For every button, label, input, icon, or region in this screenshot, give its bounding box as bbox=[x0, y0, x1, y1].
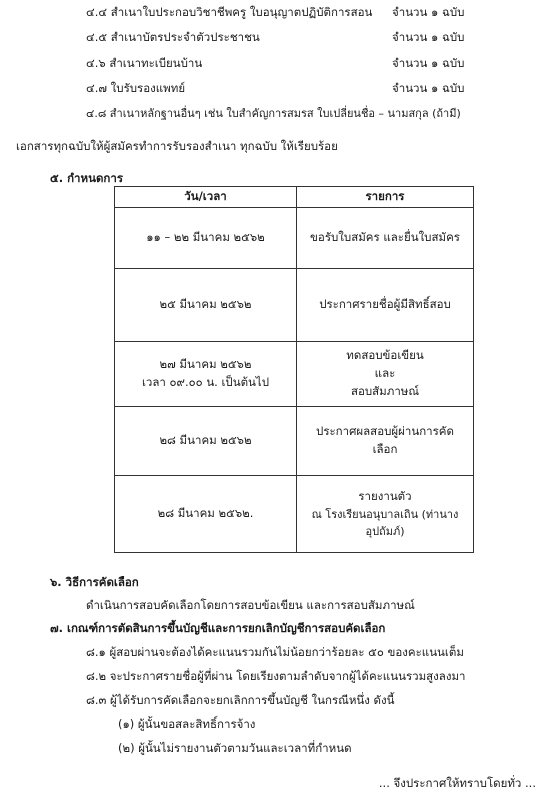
schedule-item bbox=[297, 342, 474, 407]
doc-count-4-6: จำนวน ๑ ฉบับ bbox=[392, 56, 465, 70]
doc-count-4-5: จำนวน ๑ ฉบับ bbox=[392, 30, 465, 44]
doc-count-4-7: จำนวน ๑ ฉบับ bbox=[392, 81, 465, 95]
schedule-item-line: ณ โรงเรียนอนุบาลเถิน (ท่านางอุปถัมภ์) bbox=[311, 507, 459, 538]
schedule-item-line: ขอรับใบสมัคร และยื่นใบสมัคร bbox=[310, 230, 460, 245]
table-row bbox=[115, 476, 474, 553]
schedule-date-line: ๑๑ – ๒๒ มีนาคม ๒๕๖๒ bbox=[146, 230, 265, 245]
schedule-col-item: รายการ bbox=[297, 187, 474, 208]
schedule-item-line: และ bbox=[374, 366, 396, 381]
schedule-date bbox=[115, 407, 297, 476]
schedule-item bbox=[297, 407, 474, 476]
doc-item-4-7: ๔.๗ ใบรับรองแพทย์ bbox=[86, 81, 186, 95]
footer-note: ... จึงประกาศให้ทราบโดยทั่ว ... bbox=[378, 776, 536, 790]
criteria-item: ๘.๓ ผู้ได้รับการคัดเลือกจะยกเลิกการขึ้นบัญชี ในกรณีหนึ่ง ดังนี้ bbox=[86, 693, 395, 707]
schedule-date bbox=[115, 342, 297, 407]
schedule-item-line: รายงานตัว bbox=[358, 489, 412, 504]
schedule-date-line: ๒๘ มีนาคม ๒๕๖๒ bbox=[159, 433, 252, 448]
section6-heading: ๖. วิธีการคัดเลือก bbox=[50, 575, 139, 589]
table-row bbox=[115, 269, 474, 342]
criteria-subitem: (๑) ผู้นั้นขอสละสิทธิ์การจ้าง bbox=[118, 717, 256, 731]
doc-item-4-8: ๔.๘ สำเนาหลักฐานอื่นๆ เช่น ใบสำคัญการสมรส ใบเปลี่ยนชื่อ – นามสกุล (ถ้ามี) bbox=[86, 107, 461, 120]
schedule-col-date: วัน/เวลา bbox=[115, 187, 297, 208]
schedule-date-line: ๒๘ มีนาคม ๒๕๖๒. bbox=[157, 506, 254, 521]
doc-item-4-6: ๔.๖ สำเนาทะเบียนบ้าน bbox=[86, 56, 203, 70]
section5-heading: ๕. กำหนดการ bbox=[50, 171, 124, 185]
schedule-item bbox=[297, 269, 474, 342]
schedule-date bbox=[115, 476, 297, 553]
doc-item-4-4: ๔.๔ สำเนาใบประกอบวิชาชีพครู ใบอนุญาตปฏิบัติการสอน bbox=[86, 5, 373, 19]
schedule-item-line: ประกาศรายชื่อผู้มีสิทธิ์สอบ bbox=[319, 297, 451, 312]
table-row bbox=[115, 407, 474, 476]
certify-note: เอกสารทุกฉบับให้ผู้สมัครทำการรับรองสำเนา ทุกฉบับ ให้เรียบร้อย bbox=[16, 139, 338, 153]
schedule-item-line: ประกาศผลสอบผู้ผ่านการคัดเลือก bbox=[316, 424, 454, 456]
schedule-item bbox=[297, 476, 474, 553]
criteria-item: ๘.๑ ผู้สอบผ่านจะต้องได้คะแนนรวมกันไม่น้อยกว่าร้อยละ ๕๐ ของคะแนนเต็ม bbox=[86, 645, 464, 659]
doc-count-4-4: จำนวน ๑ ฉบับ bbox=[392, 5, 465, 19]
schedule-date-time: เวลา ๐๙.๐๐ น. เป็นต้นไป bbox=[141, 375, 270, 389]
schedule-date bbox=[115, 269, 297, 342]
schedule-item-line: สอบสัมภาษณ์ bbox=[350, 383, 420, 398]
schedule-date-line: ๒๕ มีนาคม ๒๕๖๒ bbox=[159, 297, 252, 312]
criteria-item: ๘.๒ จะประกาศรายชื่อผู้ที่ผ่าน โดยเรียงตามลำดับจากผู้ได้คะแนนรวมสูงลงมา bbox=[86, 669, 466, 683]
table-row bbox=[115, 208, 474, 269]
table-row bbox=[115, 342, 474, 407]
criteria-subitem: (๒) ผู้นั้นไม่รายงานตัวตามวันและเวลาที่กำหนด bbox=[118, 741, 352, 755]
doc-item-4-5: ๔.๕ สำเนาบัตรประจำตัวประชาชน bbox=[86, 30, 260, 44]
section7-heading: ๗. เกณฑ์การตัดสินการขึ้นบัญชีและการยกเลิกบัญชีการสอบคัดเลือก bbox=[50, 621, 386, 635]
schedule-item bbox=[297, 208, 474, 269]
schedule-table bbox=[114, 186, 474, 553]
schedule-date-line: ๒๗ มีนาคม ๒๕๖๒ bbox=[159, 357, 252, 372]
schedule-item-line: ทดสอบข้อเขียน bbox=[346, 348, 424, 363]
schedule-date bbox=[115, 208, 297, 269]
section6-body: ดำเนินการสอบคัดเลือกโดยการสอบข้อเขียน และการสอบสัมภาษณ์ bbox=[86, 598, 415, 612]
schedule-header-row bbox=[115, 187, 474, 208]
